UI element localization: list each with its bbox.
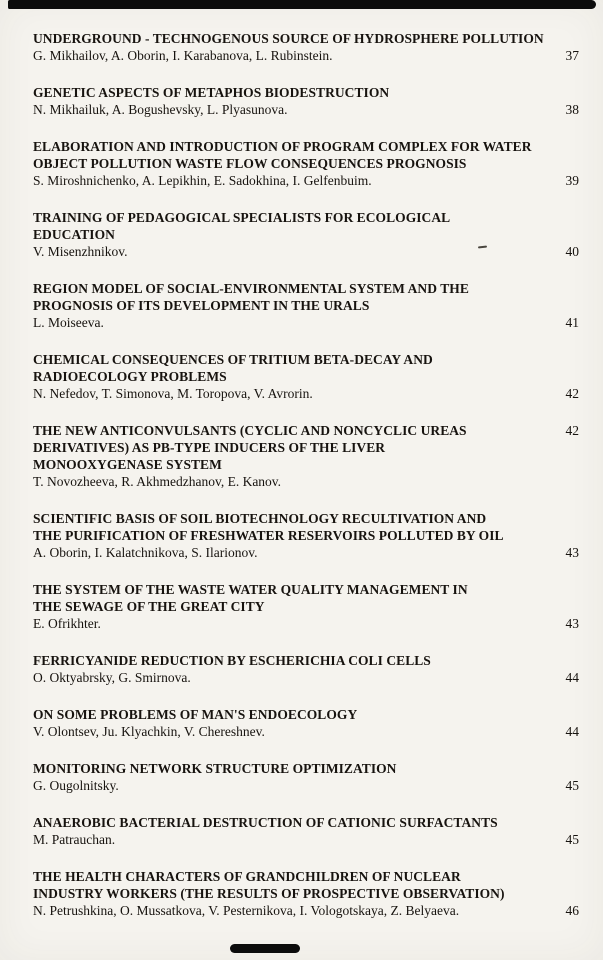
entry-title-line: UNDERGROUND - TECHNOGENOUS SOURCE OF HYDROSPHERE POLLUTION	[33, 31, 544, 46]
entry-title-line: THE SYSTEM OF THE WASTE WATER QUALITY MANAGEMENT IN	[33, 582, 468, 597]
entry-authors: V. Misenzhnikov.	[33, 244, 128, 259]
entry-authors: G. Ougolnitsky.	[33, 778, 119, 793]
entry-page-number: 43	[565, 545, 579, 560]
toc-entry-list	[33, 30, 579, 939]
toc-entry	[33, 706, 579, 740]
entry-page-number: 37	[565, 48, 579, 63]
scan-artifact-top-bar	[8, 0, 596, 9]
toc-entry	[33, 84, 579, 118]
entry-title-line: PROGNOSIS OF ITS DEVELOPMENT IN THE URALS	[33, 298, 370, 313]
entry-page-number: 39	[565, 173, 579, 188]
entry-title	[33, 351, 531, 385]
entry-page-number: 45	[565, 778, 579, 793]
entry-title-line: TRAINING OF PEDAGOGICAL SPECIALISTS FOR ECOLOGICAL	[33, 210, 451, 225]
entry-title-line: CHEMICAL CONSEQUENCES OF TRITIUM BETA-DECAY AND	[33, 352, 433, 367]
entry-title-line: RADIOECOLOGY PROBLEMS	[33, 369, 227, 384]
toc-entry	[33, 351, 579, 402]
entry-title-line: THE PURIFICATION OF FRESHWATER RESERVOIRS POLLUTED BY OIL	[33, 528, 504, 543]
entry-authors: A. Oborin, I. Kalatchnikova, S. Ilarionov.	[33, 545, 258, 560]
entry-page-number: 44	[565, 670, 579, 685]
toc-entry	[33, 652, 579, 686]
entry-title-line: THE NEW ANTICONVULSANTS (CYCLIC AND NONCYCLIC UREAS	[33, 423, 467, 438]
entry-page-number: 44	[565, 724, 579, 739]
entry-title-line: GENETIC ASPECTS OF METAPHOS BIODESTRUCTION	[33, 85, 390, 100]
entry-page-number: 45	[565, 832, 579, 847]
toc-entry	[33, 422, 579, 490]
entry-authors: N. Nefedov, T. Simonova, M. Toropova, V. Avrorin.	[33, 386, 313, 401]
entry-page-number: 41	[565, 315, 579, 330]
toc-entry	[33, 868, 579, 919]
entry-page-number: 46	[565, 903, 579, 918]
entry-authors: V. Olontsev, Ju. Klyachkin, V. Chereshnev.	[33, 724, 265, 739]
entry-title-line: EDUCATION	[33, 227, 115, 242]
entry-title-line: DERIVATIVES) AS PB-TYPE INDUCERS OF THE LIVER	[33, 440, 386, 455]
entry-title-line: ON SOME PROBLEMS OF MAN'S ENDOECOLOGY	[33, 707, 358, 722]
scan-artifact-bottom-bar	[230, 944, 300, 953]
toc-entry	[33, 209, 579, 260]
entry-title-line: FERRICYANIDE REDUCTION BY ESCHERICHIA COLI CELLS	[33, 653, 431, 668]
entry-title	[33, 868, 531, 902]
entry-title-line: ELABORATION AND INTRODUCTION OF PROGRAM COMPLEX FOR WATER	[33, 139, 532, 154]
entry-title	[33, 581, 531, 615]
toc-entry	[33, 581, 579, 632]
entry-authors: L. Moiseeva.	[33, 315, 104, 330]
entry-page-number: 40	[565, 244, 579, 259]
entry-title-line: MONITORING NETWORK STRUCTURE OPTIMIZATION	[33, 761, 397, 776]
entry-title	[33, 706, 531, 723]
entry-authors: M. Patrauchan.	[33, 832, 116, 847]
entry-title-line: MONOOXYGENASE SYSTEM	[33, 457, 222, 472]
entry-title-line: ANAEROBIC BACTERIAL DESTRUCTION OF CATIONIC SURFACTANTS	[33, 815, 498, 830]
entry-title	[33, 814, 531, 831]
toc-entry	[33, 510, 579, 561]
toc-entry	[33, 280, 579, 331]
entry-title	[33, 652, 531, 669]
entry-page-number: 42	[565, 423, 579, 438]
entry-title-line: THE SEWAGE OF THE GREAT CITY	[33, 599, 265, 614]
entry-title	[33, 209, 531, 243]
entry-title-line: REGION MODEL OF SOCIAL-ENVIRONMENTAL SYSTEM AND THE	[33, 281, 469, 296]
entry-page-number: 43	[565, 616, 579, 631]
entry-title-line: SCIENTIFIC BASIS OF SOIL BIOTECHNOLOGY RECULTIVATION AND	[33, 511, 487, 526]
toc-entry	[33, 30, 579, 64]
entry-page-number: 38	[565, 102, 579, 117]
entry-authors: N. Petrushkina, O. Mussatkova, V. Pesternikova, I. Vologotskaya, Z. Belyaeva.	[33, 903, 460, 918]
toc-entry	[33, 760, 579, 794]
entry-title-line: THE HEALTH CHARACTERS OF GRANDCHILDREN OF NUCLEAR	[33, 869, 461, 884]
entry-title-line: INDUSTRY WORKERS (THE RESULTS OF PROSPECTIVE OBSERVATION)	[33, 886, 505, 901]
entry-title	[33, 30, 544, 47]
entry-title-line: OBJECT POLLUTION WASTE FLOW CONSEQUENCES PROGNOSIS	[33, 156, 467, 171]
entry-authors: O. Oktyabrsky, G. Smirnova.	[33, 670, 191, 685]
entry-authors: T. Novozheeva, R. Akhmedzhanov, E. Kanov.	[33, 474, 282, 489]
entry-authors: N. Mikhailuk, A. Bogushevsky, L. Plyasunova.	[33, 102, 288, 117]
toc-entry	[33, 814, 579, 848]
entry-page-number: 42	[565, 386, 579, 401]
toc-entry	[33, 138, 579, 189]
entry-title	[33, 510, 531, 544]
entry-title	[33, 280, 531, 314]
entry-title	[33, 138, 531, 172]
entry-title	[33, 84, 531, 101]
entry-title	[33, 422, 531, 473]
entry-authors: S. Miroshnichenko, A. Lepikhin, E. Sadokhina, I. Gelfenbuim.	[33, 173, 372, 188]
entry-authors: E. Ofrikhter.	[33, 616, 101, 631]
entry-authors: G. Mikhailov, A. Oborin, I. Karabanova, L. Rubinstein.	[33, 48, 333, 63]
entry-title	[33, 760, 531, 777]
